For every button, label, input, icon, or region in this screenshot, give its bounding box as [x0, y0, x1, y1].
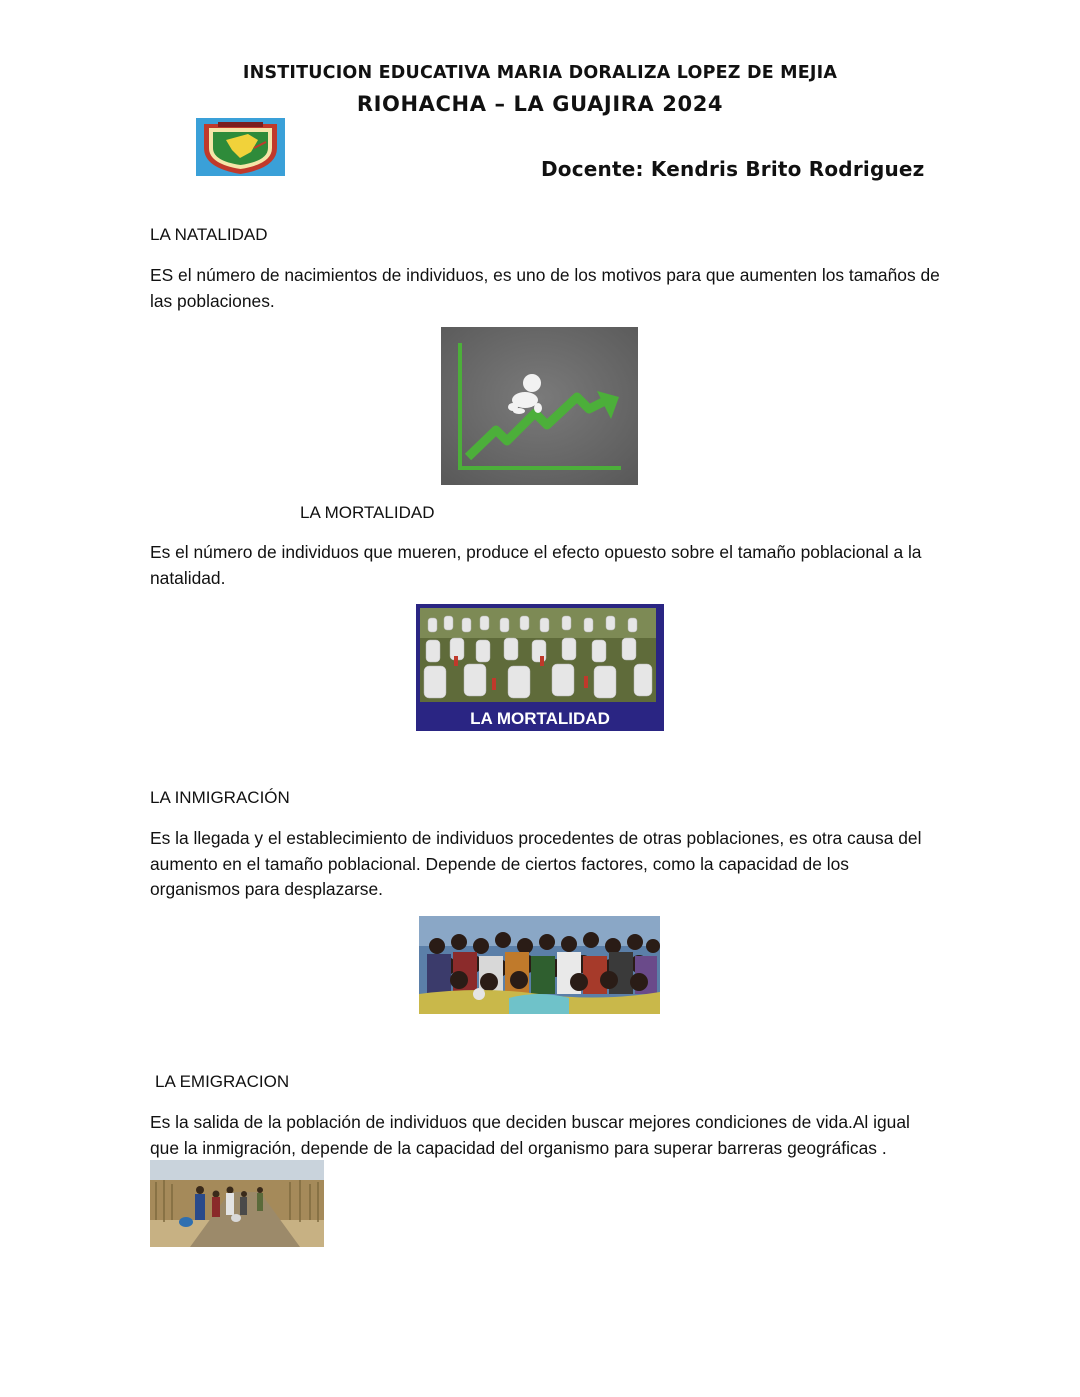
birth-rate-image: [441, 327, 638, 485]
emigration-image: [150, 1160, 324, 1247]
section-heading-natalidad: LA NATALIDAD: [150, 225, 268, 244]
section-text-natalidad: ES el número de nacimientos de individuos, es uno de los motivos para que aumenten los tamaños de las poblaciones.: [150, 265, 940, 311]
section-text-emigracion: Es la salida de la población de individuos que deciden buscar mejores condiciones de vida.Al igual que la inmigración, depende de la capacidad del organismo para superar barreras geográficas .: [150, 1112, 910, 1158]
section-text-mortalidad: Es el número de individuos que mueren, produce el efecto opuesto sobre el tamaño poblacional a la natalidad.: [150, 542, 922, 588]
section-heading-mortalidad: LA MORTALIDAD: [300, 503, 435, 522]
school-crest-logo: [196, 118, 285, 176]
section-heading-inmigracion: LA INMIGRACIÓN: [150, 788, 290, 807]
institution-title: INSTITUCION EDUCATIVA MARIA DORALIZA LOPEZ DE MEJIA: [242, 63, 838, 83]
section-text-inmigracion: Es la llegada y el establecimiento de individuos procedentes de otras poblaciones, es otra causa del aumento en el tamaño poblacional. Depende de ciertos factores, como la capacidad de los organismos para desplazarse.: [150, 828, 922, 899]
section-heading-emigracion: LA EMIGRACION: [155, 1072, 290, 1091]
mortality-image: [416, 604, 664, 731]
location-year: RIOHACHA – LA GUAJIRA 2024: [356, 92, 724, 116]
teacher-name: Docente: Kendris Brito Rodriguez: [541, 157, 925, 181]
mortality-image-caption: LA MORTALIDAD: [470, 709, 610, 728]
immigration-image: [419, 916, 660, 1014]
